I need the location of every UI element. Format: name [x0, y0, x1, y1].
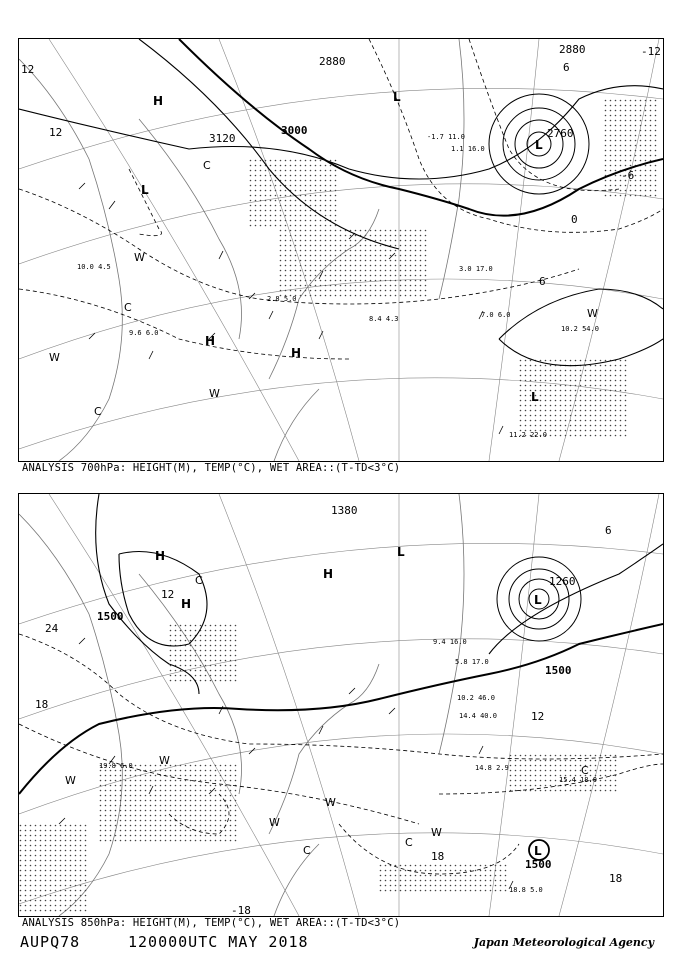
map-panel-700hpa — [18, 38, 664, 462]
height-label: 1260 — [549, 575, 576, 588]
temp-label: 6 — [605, 524, 612, 537]
temp-label: 12 — [21, 63, 35, 76]
temp-label: -12 — [641, 45, 661, 58]
chart-code: AUPQ78 — [20, 933, 81, 951]
map-850hpa-canvas — [19, 494, 663, 916]
temp-label: 6 — [539, 275, 546, 288]
panel-caption-700hpa: ANALYSIS 700hPa: HEIGHT(M), TEMP(°C), WET AREA::(T-TD<3°C) — [22, 462, 401, 474]
warm-center: W — [65, 774, 76, 787]
temp-label: 12 — [161, 588, 175, 601]
station-plot: 11.2 22.0 — [509, 431, 547, 439]
temp-contours — [19, 39, 663, 359]
map-panel-850hpa — [18, 493, 664, 917]
station-plot: 10.0 4.5 — [77, 263, 111, 271]
cold-center: C — [303, 844, 311, 857]
temp-label: 18 — [609, 872, 623, 885]
station-plot: 14.8 2.9 — [475, 764, 509, 772]
low-center: L — [397, 545, 405, 559]
station-plot: 8.4 4.3 — [369, 315, 399, 323]
low-center: L — [534, 593, 542, 607]
high-center: H — [155, 549, 166, 563]
cold-center: C — [581, 764, 589, 777]
station-plot: 7.0 6.0 — [481, 311, 511, 319]
station-plot: 9.4 16.0 — [433, 638, 467, 646]
height-contours — [19, 494, 663, 794]
temp-label: 18 — [431, 850, 445, 863]
low-center: L — [141, 183, 149, 197]
height-label: 1500 — [525, 858, 552, 871]
temp-label: 12 — [49, 126, 63, 139]
height-label: 2880 — [559, 43, 586, 56]
height-label: 1380 — [331, 504, 358, 517]
graticule — [19, 494, 663, 916]
agency-credit: Japan Meteorological Agency — [473, 936, 654, 949]
warm-center: W — [325, 796, 336, 809]
station-plot: 9.6 6.0 — [129, 329, 159, 337]
high-center: H — [323, 567, 334, 581]
cold-center: C — [195, 574, 203, 587]
height-label: 1500 — [545, 664, 572, 677]
temp-label: 6 — [563, 61, 570, 74]
station-plot: 1.1 16.0 — [451, 145, 485, 153]
warm-center: W — [269, 816, 280, 829]
warm-center: W — [587, 307, 598, 320]
temp-label: 18 — [35, 698, 49, 711]
temp-label: 0 — [571, 213, 578, 226]
warm-center: W — [159, 754, 170, 767]
warm-center: W — [209, 387, 220, 400]
map-700hpa-canvas — [19, 39, 663, 461]
height-label: 1500 — [97, 610, 124, 623]
cold-center: C — [124, 301, 132, 314]
high-center: H — [153, 94, 164, 108]
height-label: 3000 — [281, 124, 308, 137]
low-center: L — [393, 90, 401, 104]
valid-time: 120000UTC MAY 2018 — [128, 933, 309, 951]
temp-label: -6 — [621, 169, 635, 182]
high-center: H — [205, 334, 216, 348]
height-label: 2760 — [547, 127, 574, 140]
height-label: 2880 — [319, 55, 346, 68]
temp-label: 24 — [45, 622, 59, 635]
temp-label: 12 — [531, 710, 545, 723]
height-label: 3120 — [209, 132, 236, 145]
station-plot: 14.4 40.0 — [459, 712, 497, 720]
warm-center: W — [49, 351, 60, 364]
temp-label: -18 — [231, 904, 251, 916]
station-plot: 15.4 18.0 — [559, 776, 597, 784]
station-plot: 3.0 17.0 — [459, 265, 493, 273]
low-center: L — [535, 138, 543, 152]
height-contours — [19, 39, 663, 366]
station-plot: -1.7 11.0 — [427, 133, 465, 141]
cold-center: C — [405, 836, 413, 849]
station-plot: 10.2 54.0 — [561, 325, 599, 333]
high-center: H — [291, 346, 302, 360]
cold-center: C — [94, 405, 102, 418]
panel-caption-850hpa: ANALYSIS 850hPa: HEIGHT(M), TEMP(°C), WET AREA::(T-TD<3°C) — [22, 917, 401, 929]
station-plot: 2.8 5.0 — [267, 295, 297, 303]
warm-center: W — [134, 251, 145, 264]
cold-center: C — [203, 159, 211, 172]
warm-center: W — [431, 826, 442, 839]
low-center: L — [534, 844, 542, 858]
low-center: L — [531, 390, 539, 404]
station-plot: 5.8 17.0 — [455, 658, 489, 666]
station-plot: 18.8 5.0 — [509, 886, 543, 894]
station-plot: 19.8 6.0 — [99, 762, 133, 770]
station-plot: 10.2 46.0 — [457, 694, 495, 702]
high-center: H — [181, 597, 192, 611]
